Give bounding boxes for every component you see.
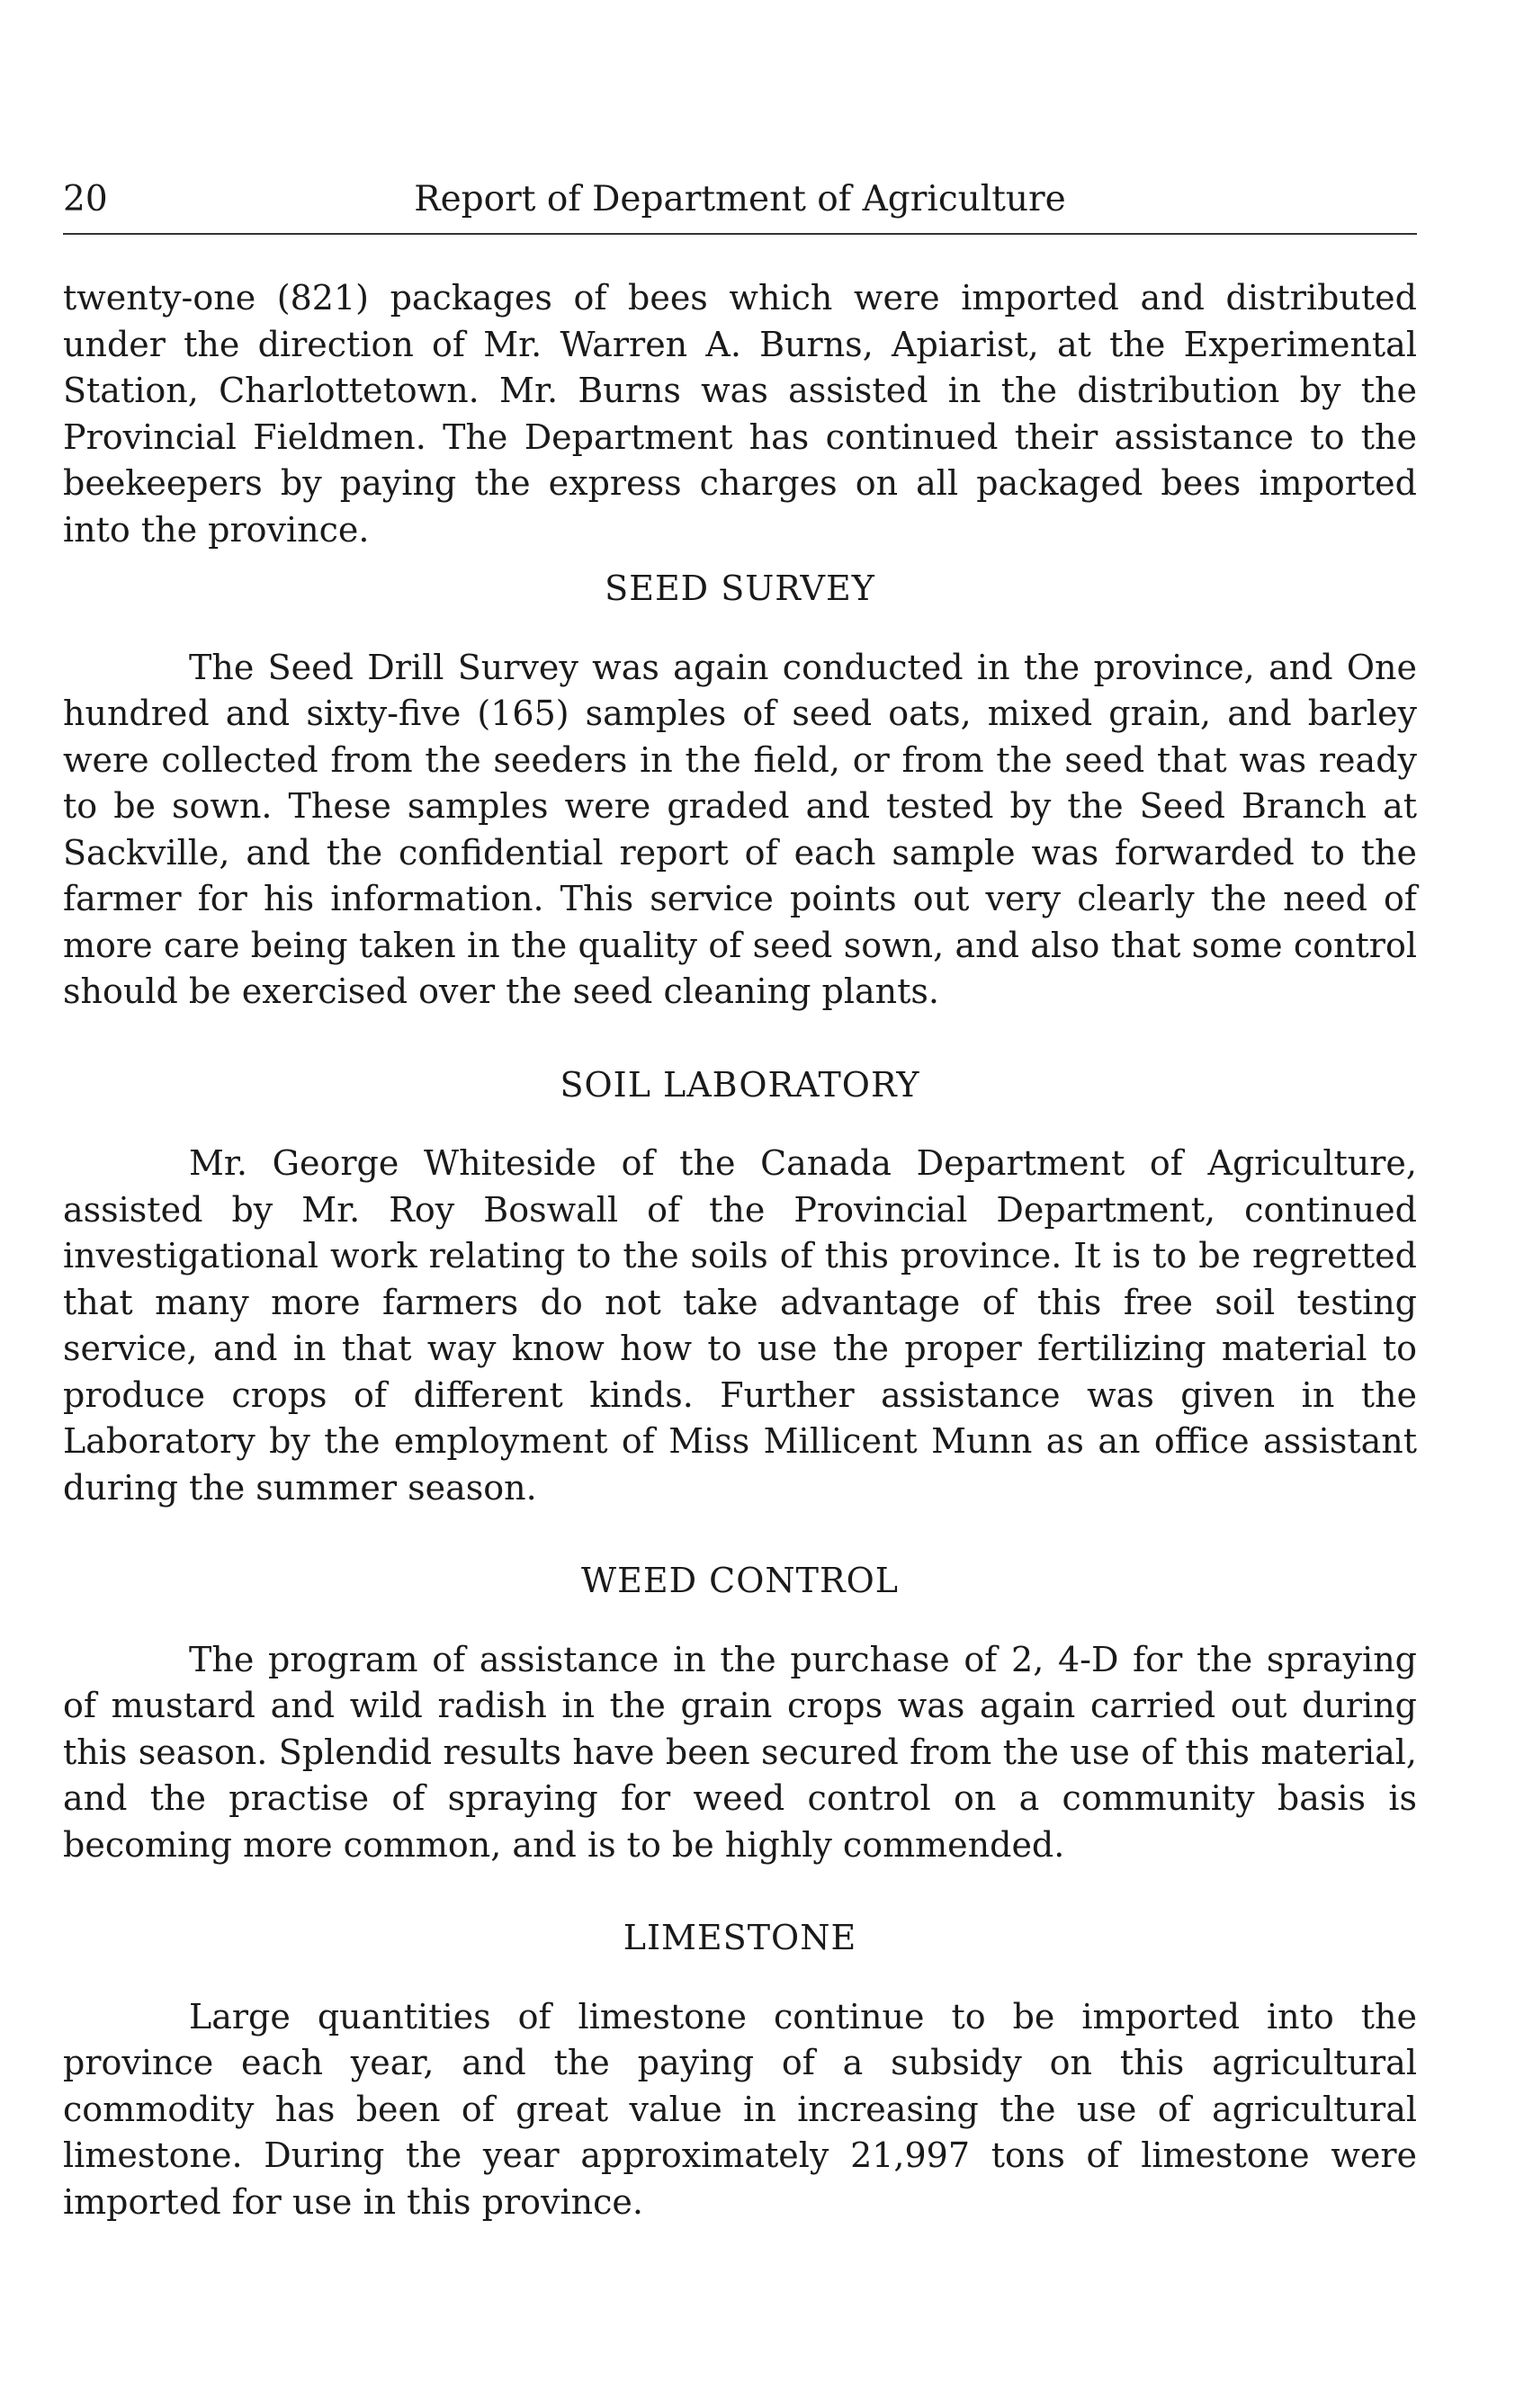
- section-paragraph-limestone: Large quantities of limestone continue to be imported into the province each year, and the paying of a subsidy on this agricultural commodity has been of great value in increasing the use of agricultural limestone. During the year approximately 21,997 tons of limestone were imported for use in this province.: [63, 1996, 1417, 2222]
- section-heading-weed-control: WEED CONTROL: [581, 1561, 899, 1600]
- section-paragraph-weed-control: The program of assistance in the purchase of 2, 4-D for the spraying of mustard and wild radish in the grain crops was again carried out during this season. Splendid results have been secured from the use of this material, and the practise of spraying for weed control on a community basis is becoming more common, and is to be highly commended.: [63, 1639, 1417, 1865]
- section-heading-limestone: LIMESTONE: [623, 1918, 857, 1957]
- section-heading-soil-laboratory: SOIL LABORATORY: [560, 1064, 920, 1105]
- page-number: 20: [63, 179, 108, 219]
- running-title: Report of Department of Agriculture: [414, 179, 1066, 219]
- body-text: [63, 275, 1417, 2225]
- section-heading-seed-survey: SEED SURVEY: [605, 568, 875, 608]
- header-rule: [63, 233, 1417, 235]
- section-paragraph-soil-laboratory: Mr. George Whiteside of the Canada Department of Agriculture, assisted by Mr. Roy Boswall of the Provincial Department, continued investigational work relating to the soils of this province. It is to be regretted that many more farmers do not take advantage of this free soil testing service, and in that way know how to use the proper fertilizing material to produce crops of different kinds. Further assistance was given in the Laboratory by the employment of Miss Millicent Munn as an office assistant during the summer season.: [63, 1143, 1417, 1508]
- running-header: [63, 176, 1417, 223]
- section-paragraph-seed-survey: The Seed Drill Survey was again conducted in the province, and One hundred and sixty-five (165) samples of seed oats, mixed grain, and barley were collected from the seeders in the field, or from the seed that was ready to be sown. These samples were graded and tested by the Seed Branch at Sackville, and the confidential report of each sample was forwarded to the farmer for his information. This service points out very clearly the need of more care being taken in the quality of seed sown, and also that some control should be exercised over the seed cleaning plants.: [63, 647, 1417, 1011]
- intro-paragraph: twenty-one (821) packages of bees which were imported and distributed under the direction of Mr. Warren A. Burns, Apiarist, at the Experimental Station, Charlottetown. Mr. Burns was assisted in the distribution by the Provincial Fieldmen. The Department has continued their assistance to the beekeepers by paying the express charges on all packaged bees imported into the province.: [63, 278, 1417, 550]
